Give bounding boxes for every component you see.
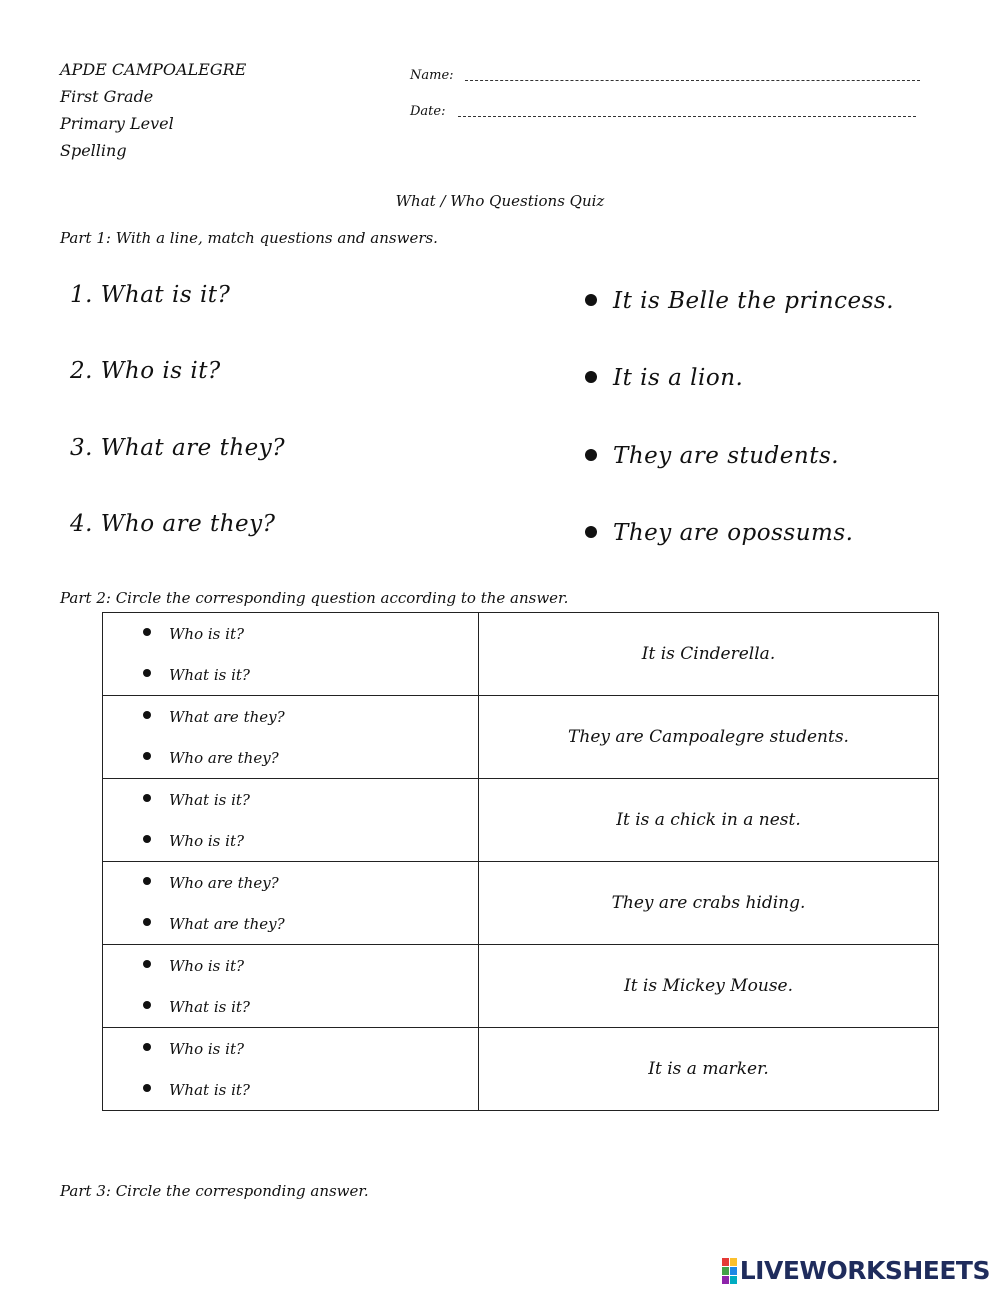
- answer-cell: They are Campoalegre students.: [479, 696, 939, 779]
- bullet-icon: [143, 918, 151, 926]
- option-text: Who is it?: [169, 956, 245, 975]
- logo-block: [730, 1267, 737, 1275]
- options-cell: [103, 696, 479, 779]
- match-dot[interactable]: [585, 294, 597, 306]
- answer-cell: It is a marker.: [479, 1028, 939, 1111]
- part1-answer-text: They are opossums.: [613, 520, 854, 546]
- option-text: What are they?: [169, 707, 285, 726]
- question-option[interactable]: [143, 956, 478, 976]
- option-text: Who is it?: [169, 624, 245, 643]
- level-label: Primary Level: [60, 114, 174, 133]
- logo-block: [722, 1276, 729, 1284]
- part1-answer[interactable]: [585, 365, 743, 391]
- table-row: [103, 945, 939, 1028]
- option-text: What is it?: [169, 790, 250, 809]
- answer-cell: It is Cinderella.: [479, 613, 939, 696]
- option-text: Who is it?: [169, 831, 245, 850]
- question-option[interactable]: [143, 1080, 478, 1100]
- option-text: Who are they?: [169, 748, 279, 767]
- bullet-icon: [143, 960, 151, 968]
- option-text: What is it?: [169, 997, 250, 1016]
- part1-answer-text: It is a lion.: [613, 365, 744, 391]
- bullet-icon: [143, 794, 151, 802]
- page-title: What / Who Questions Quiz: [395, 192, 605, 210]
- part1-question: 2. Who is it?: [70, 358, 221, 384]
- bullet-icon: [143, 711, 151, 719]
- answer-cell: It is a chick in a nest.: [479, 779, 939, 862]
- bullet-icon: [143, 669, 151, 677]
- part1-question: 3. What are they?: [70, 435, 286, 461]
- question-option[interactable]: [143, 707, 478, 727]
- part3-instruction: Part 3: Circle the corresponding answer.: [60, 1182, 369, 1200]
- part1-answer[interactable]: [585, 288, 894, 314]
- part1-question: 1. What is it?: [70, 282, 231, 308]
- question-option[interactable]: [143, 873, 478, 893]
- table-row: [103, 862, 939, 945]
- question-option[interactable]: [143, 997, 478, 1017]
- question-option[interactable]: [143, 665, 478, 685]
- part1-instruction: Part 1: With a line, match questions and answers.: [60, 229, 438, 247]
- option-text: What are they?: [169, 914, 285, 933]
- name-label: Name:: [410, 68, 454, 83]
- grade-label: First Grade: [60, 87, 154, 106]
- date-field[interactable]: [458, 116, 916, 117]
- part1-answer-text: They are students.: [613, 443, 840, 469]
- bullet-icon: [143, 1084, 151, 1092]
- option-text: What is it?: [169, 665, 250, 684]
- date-label: Date:: [410, 104, 446, 119]
- logo-block: [730, 1258, 737, 1266]
- table-row: [103, 779, 939, 862]
- bullet-icon: [143, 628, 151, 636]
- option-text: Who are they?: [169, 873, 279, 892]
- question-option[interactable]: [143, 831, 478, 851]
- table-row: [103, 1028, 939, 1111]
- subject-label: Spelling: [60, 141, 127, 160]
- match-dot[interactable]: [585, 449, 597, 461]
- option-text: What is it?: [169, 1080, 250, 1099]
- bullet-icon: [143, 752, 151, 760]
- bullet-icon: [143, 835, 151, 843]
- answer-cell: They are crabs hiding.: [479, 862, 939, 945]
- match-dot[interactable]: [585, 371, 597, 383]
- answer-cell: It is Mickey Mouse.: [479, 945, 939, 1028]
- options-cell: [103, 1028, 479, 1111]
- options-cell: [103, 613, 479, 696]
- question-option[interactable]: [143, 790, 478, 810]
- name-field[interactable]: [465, 80, 920, 81]
- part1-answer[interactable]: [585, 520, 853, 546]
- logo-block: [722, 1267, 729, 1275]
- bullet-icon: [143, 877, 151, 885]
- part1-answer[interactable]: [585, 443, 839, 469]
- bullet-icon: [143, 1001, 151, 1009]
- part2-table: [102, 612, 939, 1111]
- question-option[interactable]: [143, 624, 478, 644]
- school-name: APDE CAMPOALEGRE: [60, 60, 247, 79]
- question-option[interactable]: [143, 748, 478, 768]
- logo-icon: [722, 1258, 737, 1284]
- part2-instruction: Part 2: Circle the corresponding question according to the answer.: [60, 589, 569, 607]
- logo-text: LIVEWORKSHEETS: [739, 1256, 990, 1285]
- question-option[interactable]: [143, 914, 478, 934]
- bullet-icon: [143, 1043, 151, 1051]
- option-text: Who is it?: [169, 1039, 245, 1058]
- logo-block: [730, 1276, 737, 1284]
- options-cell: [103, 862, 479, 945]
- part1-answer-text: It is Belle the princess.: [613, 288, 895, 314]
- options-cell: [103, 945, 479, 1028]
- logo-block: [722, 1258, 729, 1266]
- match-dot[interactable]: [585, 526, 597, 538]
- question-option[interactable]: [143, 1039, 478, 1059]
- table-row: [103, 613, 939, 696]
- options-cell: [103, 779, 479, 862]
- table-row: [103, 696, 939, 779]
- part1-question: 4. Who are they?: [70, 511, 276, 537]
- liveworksheets-logo: [722, 1256, 990, 1285]
